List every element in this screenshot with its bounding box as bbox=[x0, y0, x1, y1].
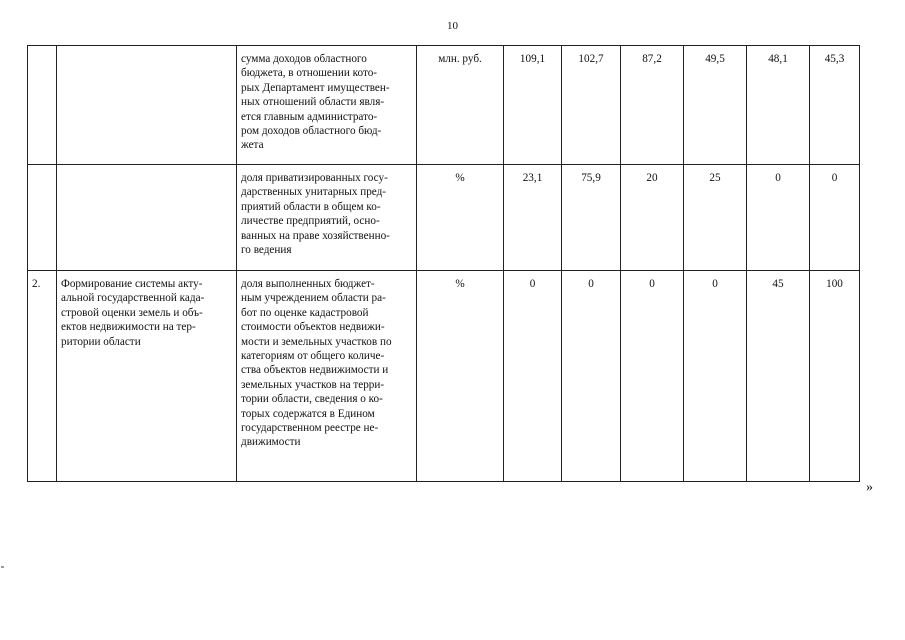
unit-cell: % bbox=[417, 271, 504, 482]
scan-speck bbox=[1, 566, 4, 568]
table-row bbox=[28, 46, 860, 165]
goal-cell bbox=[57, 46, 237, 165]
value-cell: 87,2 bbox=[621, 46, 684, 165]
table-row bbox=[28, 271, 860, 482]
value-cell: 45 bbox=[747, 271, 810, 482]
table-row bbox=[28, 165, 860, 271]
value-cell: 100 bbox=[810, 271, 860, 482]
row-number-cell: 2. bbox=[28, 271, 57, 482]
unit-cell: млн. руб. bbox=[417, 46, 504, 165]
unit-cell: % bbox=[417, 165, 504, 271]
row-number-cell bbox=[28, 165, 57, 271]
value-cell: 48,1 bbox=[747, 46, 810, 165]
value-cell: 102,7 bbox=[562, 46, 621, 165]
value-cell: 109,1 bbox=[504, 46, 562, 165]
value-cell: 49,5 bbox=[684, 46, 747, 165]
value-cell: 0 bbox=[810, 165, 860, 271]
indicators-table bbox=[27, 45, 860, 482]
value-cell: 0 bbox=[562, 271, 621, 482]
value-cell: 0 bbox=[684, 271, 747, 482]
goal-cell bbox=[57, 165, 237, 271]
value-cell: 0 bbox=[747, 165, 810, 271]
value-cell: 0 bbox=[621, 271, 684, 482]
row-number-cell bbox=[28, 46, 57, 165]
goal-cell: Формирование системы акту- альной государственной када- стровой оценки земель и объ- ектов недвижимости на тер- ритории области bbox=[57, 271, 237, 482]
value-cell: 23,1 bbox=[504, 165, 562, 271]
indicator-cell: доля приватизированных госу- дарственных унитарных пред- приятий области в общем ко- личестве предприятий, осно- ванных на праве хозяйственно- го ведения bbox=[237, 165, 417, 271]
value-cell: 75,9 bbox=[562, 165, 621, 271]
indicator-cell: доля выполненных бюджет- ным учреждением области ра- бот по оценке кадастровой стоимости объектов недвижи- мости и земельных участков по категориям от общего количе- ства объектов недвижимости и земельных участков на терри- тории области, сведения о ко- торых содержатся в Едином государственном реестре не- движимости bbox=[237, 271, 417, 482]
closing-quote-mark: » bbox=[866, 480, 873, 495]
value-cell: 20 bbox=[621, 165, 684, 271]
page-number: 10 bbox=[447, 20, 458, 32]
indicator-cell: сумма доходов областного бюджета, в отношении кото- рых Департамент имуществен- ных отношений области явля- ется главным администрато- ром доходов областного бюд- жета bbox=[237, 46, 417, 165]
value-cell: 45,3 bbox=[810, 46, 860, 165]
value-cell: 25 bbox=[684, 165, 747, 271]
value-cell: 0 bbox=[504, 271, 562, 482]
